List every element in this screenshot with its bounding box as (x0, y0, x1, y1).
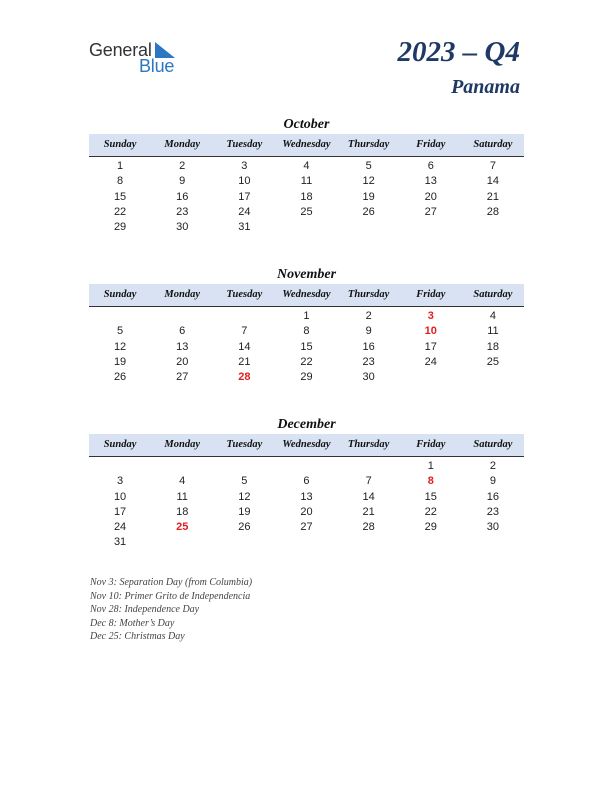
date-cell: 3 (117, 475, 124, 488)
date-cell: 9 (365, 325, 372, 338)
date-cell: 22 (113, 205, 127, 218)
date-cell (213, 535, 275, 550)
week-row (89, 159, 524, 174)
date-cell: 2 (489, 460, 496, 472)
logo-text-general: General (89, 40, 152, 60)
date-cell: 5 (117, 325, 124, 338)
week-row (89, 505, 524, 520)
week-rows (89, 307, 524, 385)
week-row (89, 535, 524, 550)
date-cell: 17 (424, 340, 437, 353)
weekday-label: Saturday (473, 439, 513, 450)
date-cell: 2 (179, 160, 186, 172)
date-cell: 27 (176, 371, 189, 384)
week-row (89, 340, 524, 355)
holiday-note: Nov 10: Primer Grito de Independencia (90, 590, 251, 602)
week-row (89, 309, 524, 324)
date-cell: 8 (117, 175, 124, 188)
date-cell: 27 (300, 521, 313, 534)
week-row (89, 459, 524, 474)
date-cell: 4 (179, 475, 186, 488)
weekday-label: Saturday (473, 289, 513, 300)
date-cell: 24 (424, 355, 437, 368)
date-cell: 20 (424, 190, 437, 203)
date-cell (462, 535, 524, 550)
date-cell: 19 (238, 505, 251, 518)
date-cell: 14 (362, 490, 375, 503)
date-cell: 23 (486, 505, 500, 518)
date-cell (151, 535, 213, 550)
date-cell: 13 (424, 175, 437, 188)
date-cell: 7 (365, 475, 372, 488)
weekday-label: Friday (416, 139, 446, 150)
date-cell: 22 (300, 355, 313, 368)
holiday-date-cell: 8 (427, 475, 434, 488)
holiday-date-cell: 10 (424, 325, 437, 338)
date-cell (400, 535, 462, 550)
weekday-label: Friday (416, 439, 446, 450)
date-cell: 6 (303, 475, 310, 488)
date-cell (89, 309, 151, 324)
logo-text-blue: Blue (139, 56, 175, 76)
date-cell: 23 (362, 355, 375, 368)
week-rows (89, 457, 524, 551)
date-cell: 13 (300, 490, 313, 503)
date-cell: 8 (303, 325, 310, 338)
date-cell: 10 (238, 175, 251, 188)
holiday-notes (90, 576, 252, 644)
date-cell: 10 (113, 490, 127, 503)
weekday-label: Monday (164, 289, 200, 300)
date-cell (338, 459, 400, 474)
date-cell: 21 (486, 190, 500, 203)
date-cell: 31 (113, 536, 127, 549)
date-cell (400, 220, 462, 235)
date-cell: 25 (300, 205, 313, 218)
weekday-label: Tuesday (226, 439, 263, 450)
date-cell: 20 (300, 505, 313, 518)
date-cell: 12 (238, 490, 251, 503)
weekday-label: Wednesday (282, 439, 331, 450)
generalblue-logo (89, 38, 189, 78)
date-cell: 31 (238, 221, 251, 234)
holiday-note: Nov 28: Independence Day (90, 604, 200, 616)
date-cell: 26 (113, 371, 127, 384)
date-cell: 20 (176, 355, 189, 368)
weekday-label: Sunday (103, 139, 137, 150)
holiday-note: Dec 25: Christmas Day (90, 631, 185, 643)
week-row (89, 490, 524, 505)
date-cell: 12 (362, 175, 375, 188)
week-rows (89, 157, 524, 235)
date-cell: 23 (176, 205, 189, 218)
weekday-label: Thursday (347, 439, 390, 450)
week-row (89, 355, 524, 370)
date-cell (213, 459, 275, 474)
weekday-label: Thursday (347, 139, 390, 150)
weekday-label: Wednesday (282, 289, 331, 300)
date-cell: 28 (486, 205, 500, 218)
week-row (89, 370, 524, 385)
weekday-label: Sunday (103, 289, 137, 300)
date-cell: 9 (179, 175, 186, 188)
date-cell: 30 (362, 371, 375, 384)
date-cell: 16 (362, 340, 375, 353)
date-cell: 1 (303, 310, 310, 322)
date-cell: 1 (427, 460, 434, 472)
date-cell (151, 309, 213, 324)
month-calendar-december (89, 416, 524, 551)
date-cell: 17 (113, 505, 127, 518)
date-cell: 11 (176, 490, 188, 503)
month-name: December (277, 417, 336, 432)
date-cell: 15 (300, 340, 313, 353)
weekday-label: Sunday (103, 439, 137, 450)
date-cell: 13 (176, 340, 189, 353)
date-cell: 12 (113, 340, 127, 353)
date-cell: 19 (113, 355, 127, 368)
date-cell: 15 (424, 490, 437, 503)
date-cell: 14 (238, 340, 251, 353)
date-cell: 4 (489, 310, 496, 322)
weekday-label: Tuesday (226, 289, 263, 300)
date-cell: 2 (365, 310, 372, 322)
date-cell: 7 (489, 160, 496, 172)
date-cell: 14 (486, 175, 500, 188)
date-cell: 4 (303, 160, 310, 172)
date-cell (462, 220, 524, 235)
date-cell: 29 (113, 221, 127, 234)
country-name: Panama (451, 76, 520, 98)
weekday-label: Saturday (473, 139, 513, 150)
holiday-date-cell: 25 (176, 521, 189, 534)
holiday-date-cell: 3 (427, 310, 434, 322)
date-cell (275, 220, 337, 235)
holiday-date-cell: 28 (238, 371, 251, 384)
weekday-header-row (89, 284, 524, 307)
date-cell: 26 (238, 521, 251, 534)
date-cell: 18 (486, 340, 500, 353)
date-cell (338, 220, 400, 235)
week-row (89, 324, 524, 339)
date-cell: 6 (427, 160, 434, 172)
date-cell: 21 (238, 355, 251, 368)
date-cell: 7 (241, 325, 248, 338)
weekday-label: Tuesday (226, 139, 263, 150)
date-cell: 16 (486, 490, 500, 503)
week-row (89, 520, 524, 535)
month-name: October (283, 117, 330, 132)
date-cell: 16 (176, 190, 189, 203)
date-cell: 18 (300, 190, 313, 203)
month-calendar-november (89, 266, 524, 385)
date-cell: 30 (486, 521, 500, 534)
date-cell: 11 (300, 175, 313, 188)
weekday-header-row (89, 134, 524, 157)
date-cell: 6 (179, 325, 186, 338)
weekday-label: Wednesday (282, 139, 331, 150)
week-row (89, 205, 524, 220)
date-cell: 22 (424, 505, 437, 518)
date-cell: 30 (176, 221, 189, 234)
date-cell: 11 (487, 325, 499, 338)
week-row (89, 220, 524, 235)
date-cell: 27 (424, 205, 437, 218)
date-cell: 15 (113, 190, 127, 203)
date-cell: 25 (486, 355, 500, 368)
date-cell: 29 (424, 521, 437, 534)
week-row (89, 474, 524, 489)
date-cell: 3 (241, 160, 248, 172)
date-cell: 21 (362, 505, 375, 518)
date-cell (151, 459, 213, 474)
date-cell: 24 (238, 205, 251, 218)
date-cell: 28 (362, 521, 375, 534)
page-title: 2023 – Q4 (397, 36, 520, 68)
date-cell (89, 459, 151, 474)
weekday-header-row (89, 434, 524, 457)
date-cell: 26 (362, 205, 375, 218)
holiday-note: Dec 8: Mother’s Day (90, 617, 175, 629)
weekday-label: Friday (416, 289, 446, 300)
date-cell: 5 (241, 475, 248, 488)
date-cell: 5 (365, 160, 372, 172)
date-cell: 24 (113, 521, 127, 534)
date-cell: 17 (238, 190, 251, 203)
date-cell (275, 459, 337, 474)
weekday-label: Thursday (347, 289, 390, 300)
weekday-label: Monday (164, 439, 200, 450)
month-name: November (276, 267, 337, 282)
date-cell (338, 535, 400, 550)
week-row (89, 174, 524, 189)
date-cell: 9 (489, 475, 496, 488)
date-cell (213, 309, 275, 324)
date-cell: 18 (176, 505, 189, 518)
weekday-label: Monday (164, 139, 200, 150)
date-cell: 29 (300, 371, 313, 384)
date-cell (275, 535, 337, 550)
week-row (89, 190, 524, 205)
date-cell: 19 (362, 190, 375, 203)
date-cell: 1 (117, 160, 124, 172)
month-calendar-october (89, 116, 524, 235)
holiday-note: Nov 3: Separation Day (from Columbia) (90, 577, 253, 588)
date-cell (462, 370, 524, 385)
date-cell (400, 370, 462, 385)
